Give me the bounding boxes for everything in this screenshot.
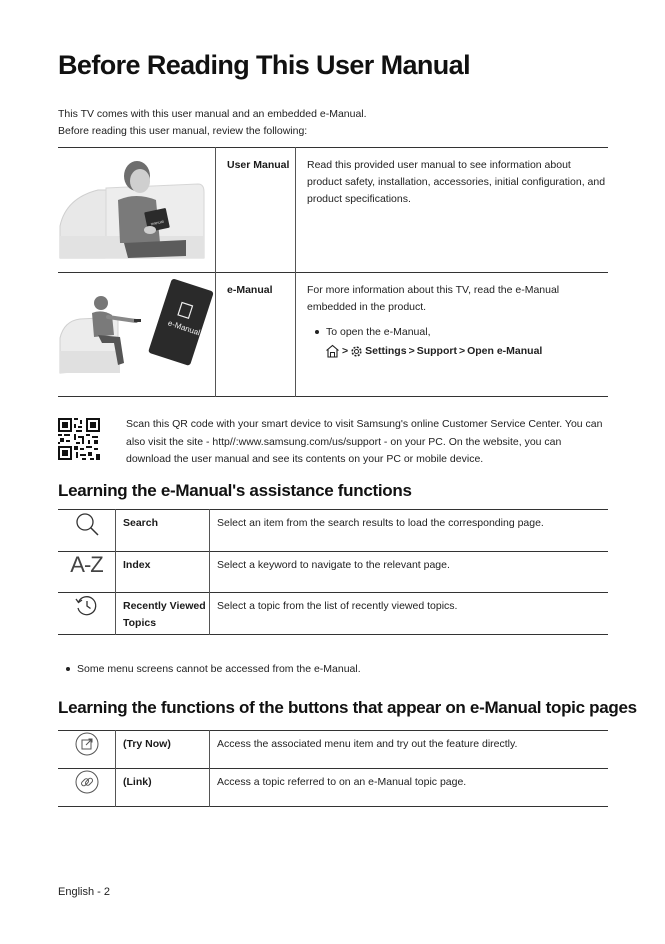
path-separator: > <box>458 345 466 357</box>
function-name: Search <box>116 510 210 552</box>
a-z-icon: A-Z <box>70 552 103 577</box>
button-name: (Link) <box>116 769 210 807</box>
e-manual-bullet <box>307 324 608 341</box>
assistance-table <box>58 509 608 635</box>
path-separator: > <box>342 345 349 357</box>
desc-e-manual <box>296 273 609 397</box>
function-desc: Select an item from the search results to load the corresponding page. <box>217 517 544 529</box>
path-support: Support <box>416 345 457 357</box>
path-open-e-manual: Open e-Manual <box>467 345 543 357</box>
note <box>66 663 361 675</box>
table-row <box>58 552 608 593</box>
a-z-icon-cell <box>58 552 116 593</box>
desc-user-manual: Read this provided user manual to see information about product safety, installation, accessories, initial configuration, and product specifications. <box>307 159 606 205</box>
person-reading-manual-illustration <box>58 148 215 269</box>
link-icon-cell <box>58 769 116 807</box>
button-desc: Access a topic referred to on an e-Manual topic page. <box>217 776 467 788</box>
function-desc: Select a topic from the list of recently viewed topics. <box>217 600 458 612</box>
gear-icon <box>350 343 363 360</box>
search-icon <box>73 510 101 538</box>
try-now-icon-cell <box>58 731 116 769</box>
path-settings: Settings <box>365 345 407 357</box>
section-heading-buttons: Learning the functions of the buttons that appear on e-Manual topic pages <box>58 698 637 717</box>
search-icon-cell <box>58 510 116 552</box>
link-icon <box>74 769 100 795</box>
button-desc: Access the associated menu item and try out the feature directly. <box>217 738 518 750</box>
bullet-dot <box>66 667 70 671</box>
page-title: Before Reading This User Manual <box>58 50 470 80</box>
history-icon <box>74 593 100 619</box>
try-now-icon <box>74 731 100 757</box>
manual-table <box>58 147 608 397</box>
menu-path <box>307 343 608 360</box>
illustration-user-manual <box>58 148 216 273</box>
e-manual-desc-text: For more information about this TV, read the e-Manual embedded in the product. <box>307 284 560 313</box>
function-name: Index <box>116 552 210 593</box>
table-row <box>58 731 608 769</box>
table-row <box>58 593 608 635</box>
function-desc: Select a keyword to navigate to the relevant page. <box>217 559 450 571</box>
table-row <box>58 769 608 807</box>
table-row <box>58 273 608 397</box>
button-name: (Try Now) <box>116 731 210 769</box>
svg-text:manual: manual <box>150 218 165 227</box>
path-separator: > <box>408 345 415 357</box>
page-footer: English - 2 <box>58 886 110 898</box>
bullet-dot <box>315 330 319 334</box>
illustration-e-manual <box>58 273 216 397</box>
intro-line-1: This TV comes with this user manual and an embedded e-Manual. <box>58 108 367 120</box>
intro-text <box>58 106 367 140</box>
history-icon-cell <box>58 593 116 635</box>
home-icon <box>325 343 340 360</box>
label-user-manual: User Manual <box>216 148 296 273</box>
qr-description: Scan this QR code with your smart device to visit Samsung's online Customer Service Center. You can also visit the site - http//:www.samsung.com/us/support - on your PC. On the website, you can download the user manual and see its contents on your PC or mobile device. <box>126 418 603 465</box>
bullet-text: To open the e-Manual, <box>326 326 431 338</box>
intro-line-2: Before reading this user manual, review the following: <box>58 125 308 137</box>
table-row <box>58 510 608 552</box>
person-with-remote-illustration <box>58 273 215 393</box>
section-heading-assistance: Learning the e-Manual's assistance functions <box>58 481 412 500</box>
function-name: Recently Viewed Topics <box>116 593 210 635</box>
label-e-manual: e-Manual <box>216 273 296 397</box>
qr-code-icon <box>58 418 100 460</box>
tv-screen-text: e-Manual <box>166 318 202 338</box>
note-text: Some menu screens cannot be accessed from the e-Manual. <box>77 663 361 675</box>
buttons-table <box>58 730 608 807</box>
table-row <box>58 148 608 273</box>
